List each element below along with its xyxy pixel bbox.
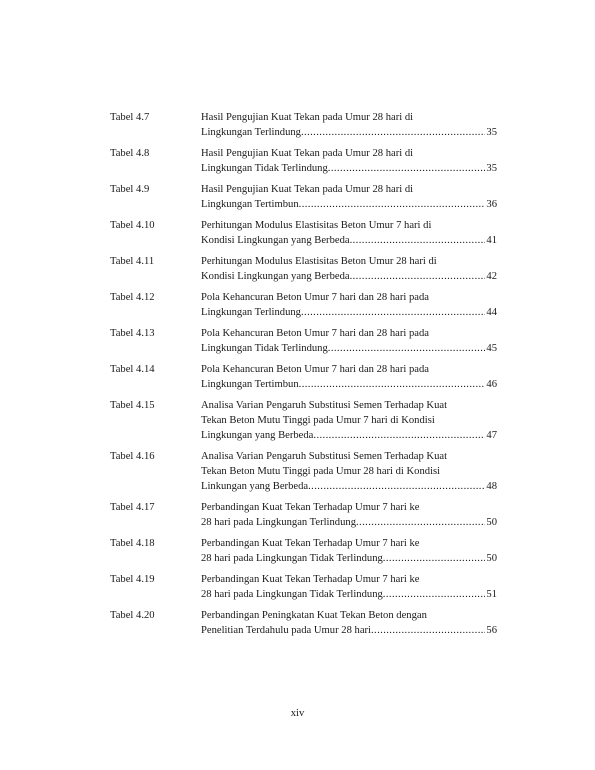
dot-leader [301, 125, 485, 140]
toc-entry[interactable] [110, 362, 497, 392]
table-title [201, 500, 497, 530]
table-title [201, 536, 497, 566]
toc-entry[interactable] [110, 254, 497, 284]
title-line: Perbandingan Kuat Tekan Terhadap Umur 7 hari ke [201, 538, 420, 549]
title-line: Lingkungan yang Berbeda [201, 430, 314, 441]
title-line: Lingkungan Terlindung [201, 127, 301, 138]
toc-entry[interactable] [110, 218, 497, 248]
dot-leader [383, 587, 486, 602]
title-last-line [201, 305, 497, 320]
title-last-line [201, 551, 497, 566]
title-line: Lingkungan Tertimbun [201, 379, 299, 390]
title-last-line [201, 587, 497, 602]
table-number: Tabel 4.14 [110, 364, 155, 375]
table-title [201, 182, 497, 212]
title-line: Perbandingan Peningkatan Kuat Tekan Beton dengan [201, 610, 427, 621]
page-ref: 44 [486, 307, 497, 318]
table-title [201, 398, 497, 443]
title-last-line [201, 515, 497, 530]
table-number: Tabel 4.15 [110, 400, 155, 411]
title-last-line [201, 233, 497, 248]
table-number: Tabel 4.12 [110, 292, 155, 303]
table-title [201, 110, 497, 140]
table-title [201, 572, 497, 602]
table-title [201, 608, 497, 638]
dot-leader [299, 197, 486, 212]
title-last-line [201, 197, 497, 212]
table-number: Tabel 4.7 [110, 112, 150, 123]
table-title [201, 218, 497, 248]
table-title [201, 362, 497, 392]
table-number: Tabel 4.17 [110, 502, 155, 513]
toc-entry[interactable] [110, 146, 497, 176]
title-last-line [201, 161, 497, 176]
title-line: Lingkungan Tidak Terlindung [201, 163, 328, 174]
table-title [201, 254, 497, 284]
title-line: Penelitian Terdahulu pada Umur 28 hari [201, 625, 371, 636]
table-title [201, 326, 497, 356]
page-ref: 50 [486, 517, 497, 528]
title-line: 28 hari pada Lingkungan Tidak Terlindung [201, 553, 383, 564]
toc-entry[interactable] [110, 398, 497, 443]
table-title [201, 449, 497, 494]
toc-entry[interactable] [110, 500, 497, 530]
title-line: Pola Kehancuran Beton Umur 7 hari dan 28 hari pada [201, 328, 429, 339]
table-title [201, 146, 497, 176]
title-line: 28 hari pada Lingkungan Tidak Terlindung [201, 589, 383, 600]
table-number: Tabel 4.13 [110, 328, 155, 339]
page-ref: 45 [486, 343, 497, 354]
table-number: Tabel 4.9 [110, 184, 150, 195]
title-last-line [201, 125, 497, 140]
page-ref: 56 [486, 625, 497, 636]
dot-leader [356, 515, 485, 530]
title-line: Analisa Varian Pengaruh Substitusi Semen Terhadap Kuat [201, 451, 448, 462]
toc-entry[interactable] [110, 290, 497, 320]
table-number: Tabel 4.20 [110, 610, 155, 621]
title-line: Tekan Beton Mutu Tinggi pada Umur 28 hari di Kondisi [201, 466, 441, 477]
page-ref: 42 [486, 271, 497, 282]
page-ref: 35 [486, 127, 497, 138]
title-last-line [201, 341, 497, 356]
table-title [201, 290, 497, 320]
title-line: Pola Kehancuran Beton Umur 7 hari dan 28 hari pada [201, 364, 429, 375]
page-ref: 36 [486, 199, 497, 210]
page-ref: 51 [486, 589, 497, 600]
page-ref: 50 [486, 553, 497, 564]
table-number: Tabel 4.16 [110, 451, 155, 462]
title-line: 28 hari pada Lingkungan Terlindung [201, 517, 356, 528]
toc-entry[interactable] [110, 572, 497, 602]
toc-entry[interactable] [110, 326, 497, 356]
title-line: Perbandingan Kuat Tekan Terhadap Umur 7 hari ke [201, 502, 420, 513]
title-line: Kondisi Lingkungan yang Berbeda [201, 235, 350, 246]
title-last-line [201, 623, 497, 638]
title-line: Hasil Pengujian Kuat Tekan pada Umur 28 hari di [201, 148, 414, 159]
title-line: Perhitungan Modulus Elastisitas Beton Umur 7 hari di [201, 220, 432, 231]
dot-leader [299, 377, 486, 392]
dot-leader [301, 305, 485, 320]
page-ref: 35 [486, 163, 497, 174]
toc-entry[interactable] [110, 110, 497, 140]
title-line: Perhitungan Modulus Elastisitas Beton Umur 28 hari di [201, 256, 437, 267]
toc-entry[interactable] [110, 536, 497, 566]
page-ref: 47 [486, 430, 497, 441]
title-line: Lingkungan Tertimbun [201, 199, 299, 210]
table-number: Tabel 4.19 [110, 574, 155, 585]
title-line: Perbandingan Kuat Tekan Terhadap Umur 7 hari ke [201, 574, 420, 585]
title-line: Analisa Varian Pengaruh Substitusi Semen Terhadap Kuat [201, 400, 448, 411]
toc-entry[interactable] [110, 608, 497, 638]
page-ref: 46 [486, 379, 497, 390]
dot-leader [371, 623, 485, 638]
title-line: Hasil Pengujian Kuat Tekan pada Umur 28 hari di [201, 184, 414, 195]
title-line: Lingkungan Tidak Terlindung [201, 343, 328, 354]
table-number: Tabel 4.8 [110, 148, 150, 159]
title-last-line [201, 479, 497, 494]
dot-leader [328, 161, 486, 176]
title-line: Linkungan yang Berbeda [201, 481, 309, 492]
dot-leader [308, 479, 485, 494]
dot-leader [328, 341, 486, 356]
title-line: Pola Kehancuran Beton Umur 7 hari dan 28 hari pada [201, 292, 429, 303]
dot-leader [350, 233, 486, 248]
dot-leader [350, 269, 486, 284]
dot-leader [383, 551, 486, 566]
table-number: Tabel 4.10 [110, 220, 155, 231]
title-line: Tekan Beton Mutu Tinggi pada Umur 7 hari di Kondisi [201, 415, 435, 426]
table-list [110, 110, 497, 644]
table-number: Tabel 4.11 [110, 256, 155, 267]
dot-leader [313, 428, 485, 443]
page-number: xiv [290, 708, 305, 719]
title-line: Hasil Pengujian Kuat Tekan pada Umur 28 hari di [201, 112, 414, 123]
toc-entry[interactable] [110, 449, 497, 494]
title-line: Kondisi Lingkungan yang Berbeda [201, 271, 350, 282]
page-ref: 41 [486, 235, 497, 246]
toc-entry[interactable] [110, 182, 497, 212]
title-last-line [201, 377, 497, 392]
table-number: Tabel 4.18 [110, 538, 155, 549]
title-last-line [201, 269, 497, 284]
title-last-line [201, 428, 497, 443]
page-ref: 48 [486, 481, 497, 492]
title-line: Lingkungan Terlindung [201, 307, 301, 318]
